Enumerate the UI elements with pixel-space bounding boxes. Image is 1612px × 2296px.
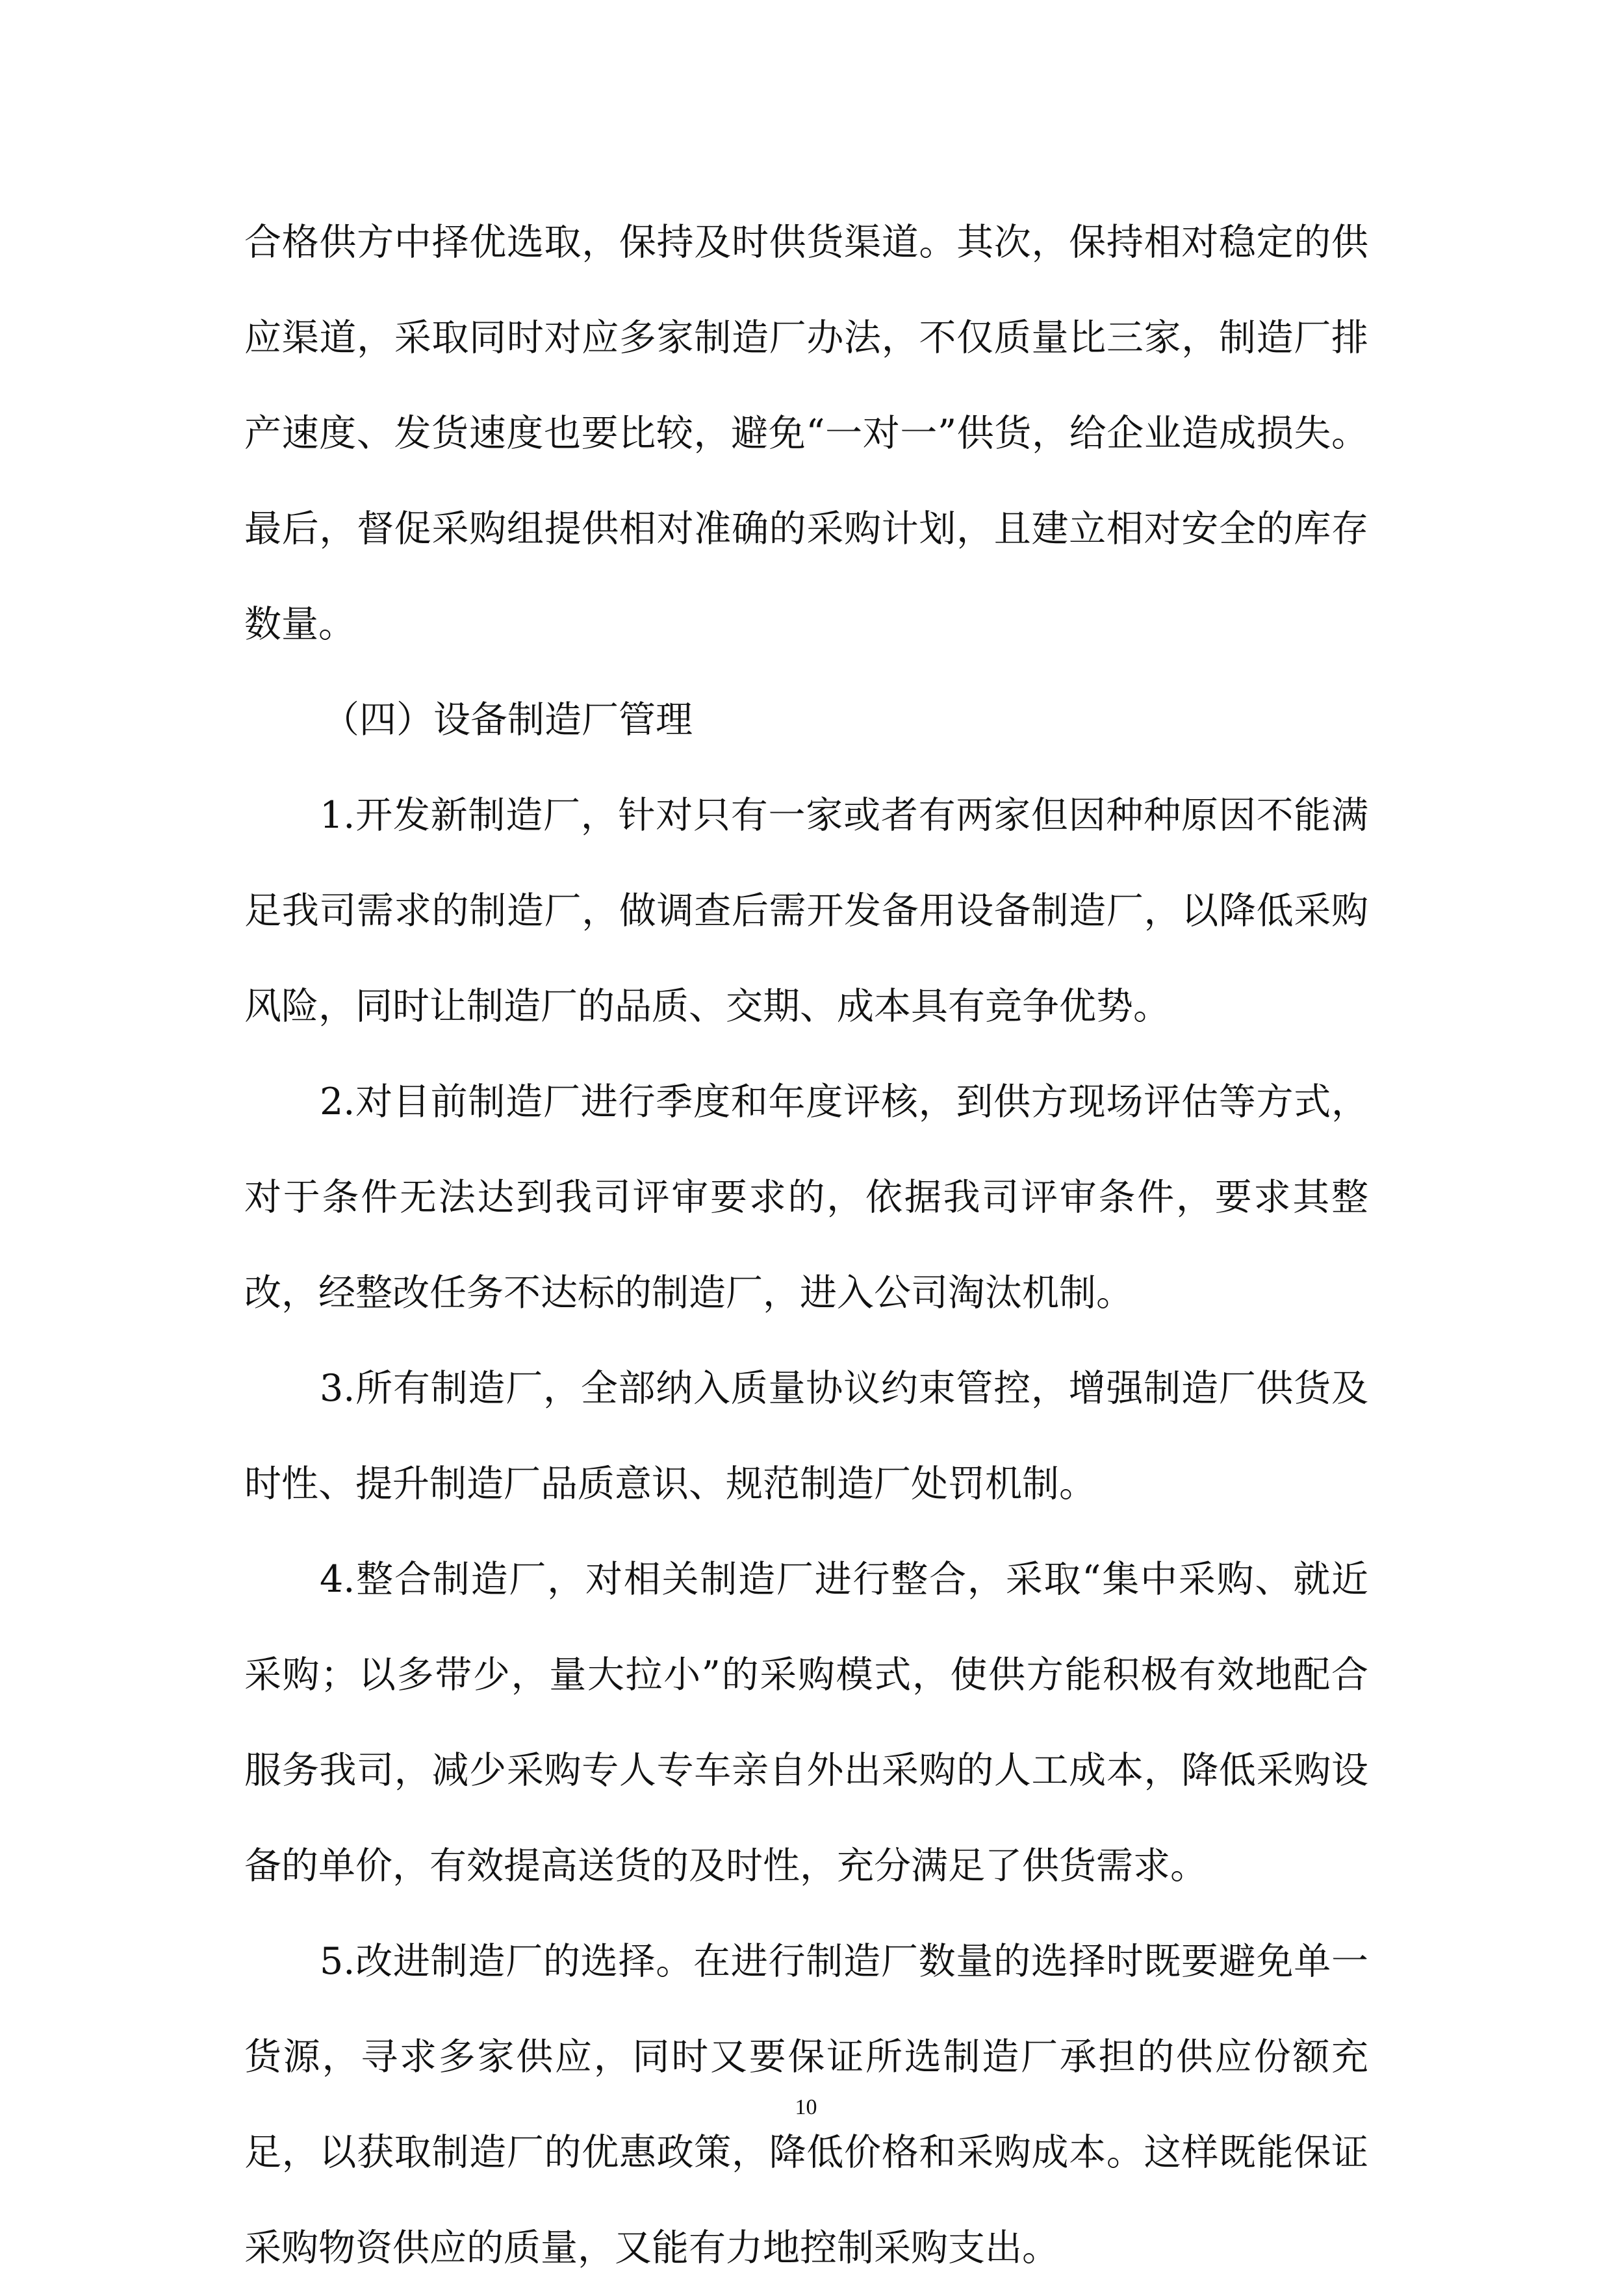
paragraph-item-3: 3.所有制造厂，全部纳入质量协议约束管控，增强制造厂供货及时性、提升制造厂品质意识、规范制造厂处罚机制。 xyxy=(244,1367,1368,1505)
paragraph-item-2: 2.对目前制造厂进行季度和年度评核，到供方现场评估等方式，对于条件无法达到我司评审要求的，依据我司评审条件，要求其整改，经整改任务不达标的制造厂，进入公司淘汰机制。 xyxy=(244,1080,1368,1314)
section-heading: （四）设备制造厂管理 xyxy=(322,698,693,741)
page-number: 10 xyxy=(795,2095,817,2119)
paragraph-continuation: 合格供方中择优选取，保持及时供货渠道。其次，保持相对稳定的供应渠道，采取同时对应多家制造厂办法，不仅质量比三家，制造厂排产速度、发货速度也要比较，避免“一对一”供货，给企业造成损失。最后，督促采购组提供相对准确的采购计划，且建立相对安全的库存数量。 xyxy=(244,221,1368,646)
paragraph-item-5: 5.改进制造厂的选择。在进行制造厂数量的选择时既要避免单一货源，寻求多家供应，同时又要保证所选制造厂承担的供应份额充足，以获取制造厂的优惠政策，降低价格和采购成本。这样既能保证采购物资供应的质量，又能有力地控制采购支出。 xyxy=(244,1940,1368,2269)
paragraph-item-4: 4.整合制造厂，对相关制造厂进行整合，采取“集中采购、就近采购；以多带少，量大拉小”的采购模式，使供方能积极有效地配合服务我司，减少采购专人专车亲自外出采购的人工成本，降低采购设备的单价，有效提高送货的及时性，充分满足了供货需求。 xyxy=(244,1558,1368,1887)
page-body xyxy=(244,195,1368,2296)
paragraph-item-1: 1.开发新制造厂，针对只有一家或者有两家但因种种原因不能满足我司需求的制造厂，做调查后需开发备用设备制造厂，以降低采购风险，同时让制造厂的品质、交期、成本具有竞争优势。 xyxy=(244,794,1368,1028)
